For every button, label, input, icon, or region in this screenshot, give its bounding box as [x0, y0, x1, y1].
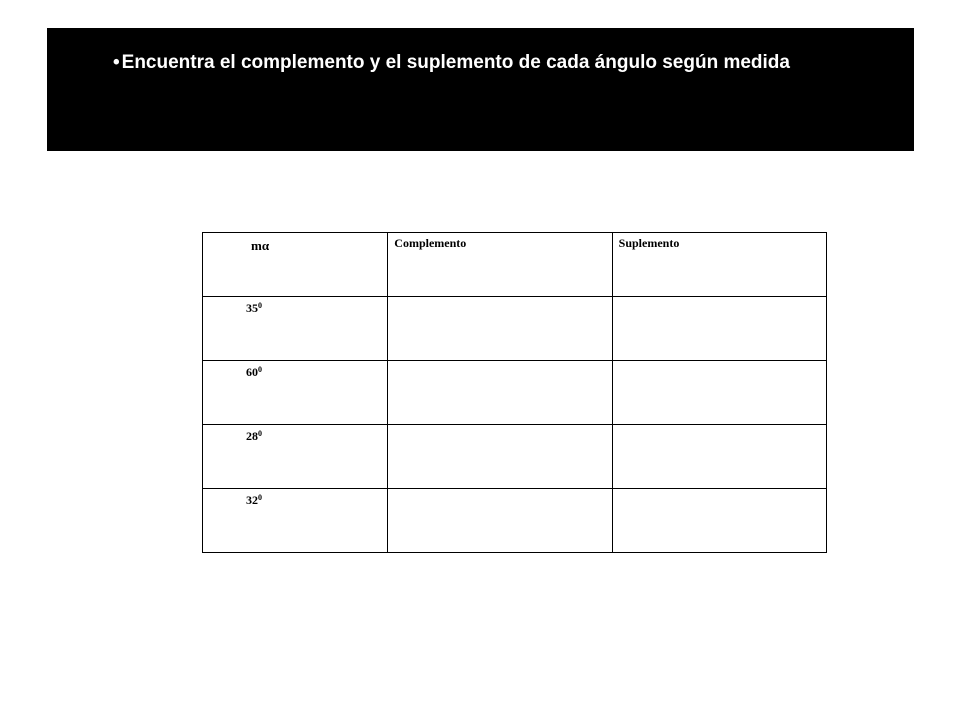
complement-cell[interactable]	[388, 425, 612, 489]
complement-cell[interactable]	[388, 297, 612, 361]
degree-superscript: 0	[258, 493, 262, 502]
header-cell-complement	[388, 233, 612, 297]
complement-cell[interactable]	[388, 361, 612, 425]
angle-value: $28^0$	[246, 429, 262, 443]
table-row	[203, 489, 827, 553]
header-measure: mα	[251, 238, 270, 253]
slide-title	[113, 51, 790, 75]
bullet-icon: •	[113, 52, 120, 73]
angle-value: $35^0$	[246, 301, 262, 315]
table-row	[203, 297, 827, 361]
angle-cell	[203, 361, 388, 425]
header-complement: Complemento	[394, 236, 467, 250]
degree-superscript: 0	[258, 365, 262, 374]
angle-cell	[203, 489, 388, 553]
degree-superscript: 0	[258, 429, 262, 438]
title-banner	[47, 28, 914, 151]
slide-title-text: Encuentra el complemento y el suplemento de cada ángulo según medida	[121, 52, 790, 73]
table-row	[203, 361, 827, 425]
complement-cell[interactable]	[388, 489, 612, 553]
supplement-cell[interactable]	[612, 489, 826, 553]
supplement-cell[interactable]	[612, 297, 826, 361]
header-supplement: Suplemento	[618, 236, 680, 250]
header-cell-measure	[203, 233, 388, 297]
supplement-cell[interactable]	[612, 425, 826, 489]
angle-cell	[203, 297, 388, 361]
angle-cell	[203, 425, 388, 489]
table-row	[203, 425, 827, 489]
supplement-cell[interactable]	[612, 361, 826, 425]
angle-value: $60^0$	[246, 365, 262, 379]
angle-table	[202, 232, 827, 553]
header-cell-supplement	[612, 233, 826, 297]
angle-value: $32^0$	[246, 493, 262, 507]
degree-superscript: 0	[258, 301, 262, 310]
table-header-row	[203, 233, 827, 297]
